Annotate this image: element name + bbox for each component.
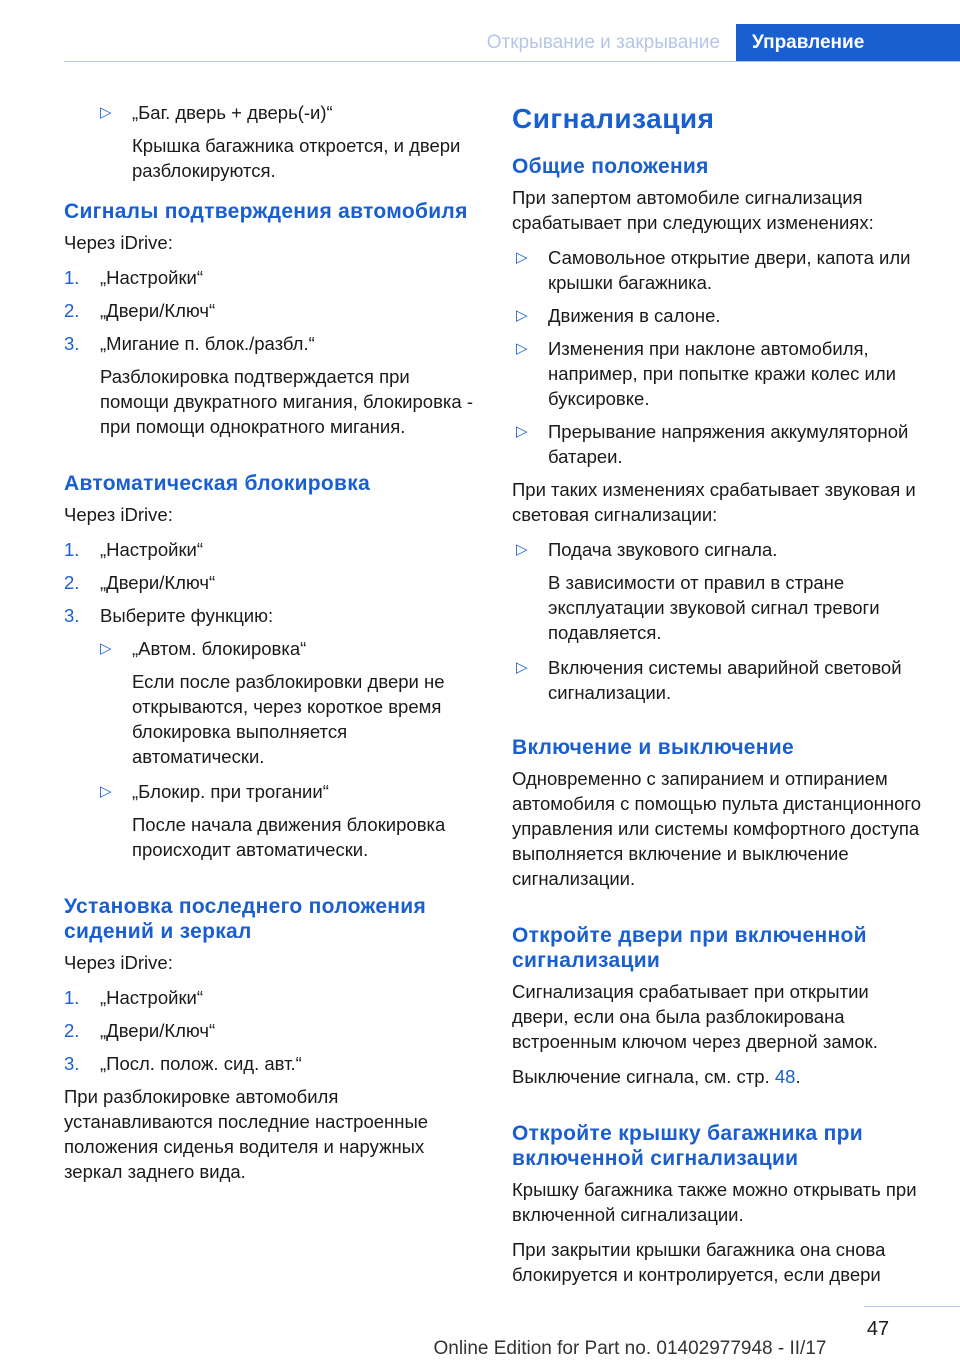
list-item: 3. „Посл. полож. сид. авт.“ (64, 1053, 302, 1074)
list-item: ▷ Подача звукового сигнала. (516, 539, 778, 560)
triangle-bullet-icon: ▷ (516, 249, 528, 266)
triangle-bullet-icon: ▷ (100, 783, 112, 800)
page-number: 47 (866, 1318, 890, 1340)
lastpos-note: При разблокировке автомобиля устанавливаются последние настроенные положения сиденья водителя и наружных зеркал заднего вида. (64, 1086, 429, 1182)
section-heading-general: Общие положения (512, 155, 709, 178)
header-divider (64, 61, 960, 62)
list-item: 2. „Двери/Ключ“ (64, 572, 216, 593)
reaction-intro: При таких изменениях срабатывает звуковая и световая сигнализации: (512, 479, 916, 525)
list-item: ▷ Движения в салоне. (516, 305, 721, 326)
section-heading-onoff: Включение и выключение (512, 736, 794, 759)
page-title: Сигнализация (512, 103, 715, 134)
triangle-bullet-icon: ▷ (100, 104, 112, 121)
list-item: ▷ „Баг. дверь + дверь(-и)“ (100, 102, 333, 123)
triangle-bullet-icon: ▷ (100, 640, 112, 657)
section-heading-door: Откройте двери при включенной сигнализации (512, 924, 867, 972)
header-chapter-tab: Управление (736, 24, 960, 62)
list-item: ▷ Самовольное открытие двери, капота или крышки багажника. (516, 247, 911, 293)
list-item: 2. „Двери/Ключ“ (64, 1020, 216, 1041)
general-intro: При запертом автомобиле сигнализация срабатывает при следующих изменениях: (512, 187, 874, 233)
left-column (64, 100, 480, 1194)
list-item: 1. „Настройки“ (64, 267, 204, 288)
section-heading-lastpos: Установка последнего положения сидений и зеркал (64, 895, 427, 943)
list-item: ▷ „Автом. блокировка“ (100, 638, 307, 659)
triangle-bullet-icon: ▷ (516, 340, 528, 357)
trunk-text-1: Крышку багажника также можно открывать при включенной сигнализации. (512, 1179, 917, 1225)
trunk-text-2: При закрытии крышки багажника она снова блокируется и контролируется, если двери (512, 1239, 886, 1285)
door-reference: Выключение сигнала, см. стр. 48. (512, 1066, 801, 1087)
list-item: 3. „Мигание п. блок./разбл.“ (64, 333, 315, 354)
section-heading-trunk: Откройте крышку багажника при включенной сигнализации (512, 1122, 863, 1170)
section-heading-confirm: Сигналы подтверждения автомобиля (64, 200, 468, 223)
section-heading-autolock: Автоматическая блокировка (64, 472, 371, 495)
option-description: Если после разблокировки двери не открываются, через короткое время блокировка выполняется автоматически. (132, 671, 445, 767)
triangle-bullet-icon: ▷ (516, 307, 528, 324)
triangle-bullet-icon: ▷ (516, 659, 528, 676)
list-item: ▷ Изменения при наклоне автомобиля, например, при попытке кражи колес или буксировке. (516, 338, 896, 409)
step-note: Разблокировка подтверждается при помощи двукратного мигания, блокировка - при помощи однократного мигания. (100, 366, 473, 437)
triangle-bullet-icon: ▷ (516, 423, 528, 440)
onoff-text: Одновременно с запиранием и отпиранием автомобиля с помощью пульта дистанционного управления или системы комфортного доступа выполняется включение и выключение сигнализации. (512, 768, 921, 889)
triangle-bullet-icon: ▷ (516, 541, 528, 558)
header-section-title: Открывание и закрывание (486, 32, 720, 53)
list-item: 1. „Настройки“ (64, 987, 204, 1008)
list-item: 2. „Двери/Ключ“ (64, 300, 216, 321)
list-item: ▷ Прерывание напряжения аккумуляторной батареи. (516, 421, 909, 467)
option-description: После начала движения блокировка происходит автоматически. (132, 814, 446, 860)
list-item: 1. „Настройки“ (64, 539, 204, 560)
via-idrive-text: Через iDrive: (64, 504, 173, 525)
via-idrive-text: Через iDrive: (64, 232, 173, 253)
reaction-note: В зависимости от правил в стране эксплуатации звуковой сигнал тревоги подавляется. (548, 572, 880, 643)
list-item: ▷ Включения системы аварийной световой сигнализации. (516, 657, 902, 703)
footer-divider (864, 1306, 960, 1307)
list-item: ▷ „Блокир. при трогании“ (100, 781, 329, 802)
page-reference-link[interactable]: 48 (774, 1066, 796, 1087)
via-idrive-text: Через iDrive: (64, 952, 173, 973)
footer-edition: Online Edition for Part no. 01402977948 - II/17 (433, 1338, 827, 1359)
list-item-description: Крышка багажника откроется, и двери разблокируются. (132, 135, 461, 181)
list-item: 3. Выберите функцию: (64, 605, 274, 626)
right-column (512, 100, 928, 1297)
door-text: Сигнализация срабатывает при открытии двери, если она была разблокирована встроенным ключом через дверной замок. (512, 981, 878, 1052)
